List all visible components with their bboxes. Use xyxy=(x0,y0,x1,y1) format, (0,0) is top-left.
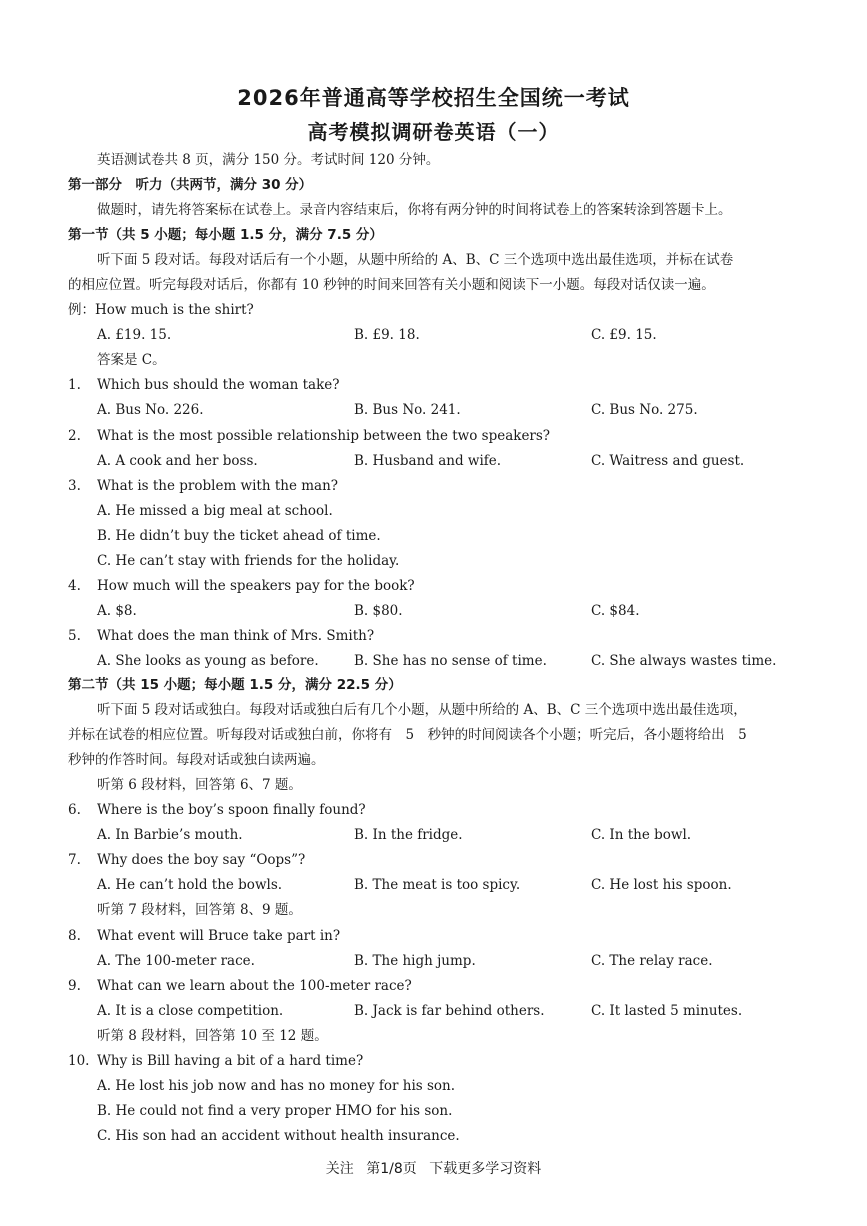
question-text: What does the man think of Mrs. Smith? xyxy=(97,628,375,644)
option-b: B. Jack is far behind others. xyxy=(354,1003,545,1019)
option-c: C. His son had an accident without health insurance. xyxy=(97,1128,460,1144)
question-number: 5. xyxy=(68,628,81,644)
exam-subtitle: 高考模拟调研卷英语（一） xyxy=(307,120,560,144)
option-b: B. He could not find a very proper HMO for his son. xyxy=(97,1103,453,1119)
example-answer: 答案是 C。 xyxy=(97,352,166,368)
option-c: C. He can’t stay with friends for the holiday. xyxy=(97,553,400,569)
option-a: A. It is a close competition. xyxy=(97,1003,284,1019)
example-question: 例：How much is the shirt? xyxy=(68,302,254,318)
option-b: B. $80. xyxy=(354,603,403,619)
example-option-c: C. £9. 15. xyxy=(591,327,657,343)
option-a: A. In Barbie’s mouth. xyxy=(97,827,243,843)
option-b: B. He didn’t buy the ticket ahead of time. xyxy=(97,528,381,544)
option-a: A. He can’t hold the bowls. xyxy=(97,877,283,893)
option-a: A. $8. xyxy=(97,603,137,619)
option-b: B. Husband and wife. xyxy=(354,453,502,469)
question-number: 9. xyxy=(68,978,81,994)
option-a: A. He lost his job now and has no money for his son. xyxy=(97,1078,456,1094)
download-link[interactable]: 下载更多学习资料 xyxy=(429,1161,542,1177)
option-b: B. Bus No. 241. xyxy=(354,402,461,418)
question-number: 8. xyxy=(68,928,81,944)
option-c: C. The relay race. xyxy=(591,953,713,969)
option-c: C. He lost his spoon. xyxy=(591,877,732,893)
section2-instruction-1: 听下面 5 段对话或独白。每段对话或独白后有几个小题，从题中所给的 A、B、C 三个选项中选出最佳选项， xyxy=(97,702,747,718)
section2-instruction-3: 秒钟的作答时间。每段对话或独白读两遍。 xyxy=(68,752,325,768)
exam-intro: 英语测试卷共 8 页，满分 150 分。考试时间 120 分钟。 xyxy=(97,152,440,168)
option-a: A. Bus No. 226. xyxy=(97,402,204,418)
question-number: 6. xyxy=(68,802,81,818)
section1-instruction-1: 听下面 5 段对话。每段对话后有一个小题，从题中所给的 A、B、C 三个选项中选出最佳选项，并标在试卷 xyxy=(97,252,734,268)
option-b: B. The meat is too spicy. xyxy=(354,877,521,893)
option-b: B. She has no sense of time. xyxy=(354,653,547,669)
page-indicator: 第1/8页 xyxy=(366,1161,417,1177)
material-8-note: 听第 8 段材料，回答第 10 至 12 题。 xyxy=(97,1028,328,1044)
option-c: C. $84. xyxy=(591,603,640,619)
question-text: Which bus should the woman take? xyxy=(97,377,340,393)
material-6-note: 听第 6 段材料，回答第 6、7 题。 xyxy=(97,777,302,793)
question-text: Why is Bill having a bit of a hard time? xyxy=(97,1053,364,1069)
option-c: C. It lasted 5 minutes. xyxy=(591,1003,743,1019)
part1-instruction: 做题时，请先将答案标在试卷上。录音内容结束后，你将有两分钟的时间将试卷上的答案转涂到答题卡上。 xyxy=(97,202,732,218)
option-a: A. He missed a big meal at school. xyxy=(97,503,333,519)
section2-heading: 第二节（共 15 小题；每小题 1.5 分，满分 22.5 分） xyxy=(68,677,402,693)
option-a: A. She looks as young as before. xyxy=(97,653,319,669)
question-text: Why does the boy say “Oops”? xyxy=(97,852,306,868)
question-number: 3. xyxy=(68,478,81,494)
question-number: 1. xyxy=(68,377,81,393)
follow-link[interactable]: 关注 xyxy=(325,1161,354,1177)
option-b: B. The high jump. xyxy=(354,953,476,969)
part1-heading: 第一部分 听力（共两节，满分 30 分） xyxy=(68,177,313,193)
question-text: Where is the boy’s spoon finally found? xyxy=(97,802,366,818)
example-option-b: B. £9. 18. xyxy=(354,327,420,343)
option-c: C. She always wastes time. xyxy=(591,653,777,669)
question-number: 7. xyxy=(68,852,81,868)
exam-title: 2026年普通高等学校招生全国统一考试 xyxy=(237,86,630,110)
section1-heading: 第一节（共 5 小题；每小题 1.5 分，满分 7.5 分） xyxy=(68,227,383,243)
question-text: What is the problem with the man? xyxy=(97,478,339,494)
question-text: What can we learn about the 100-meter race? xyxy=(97,978,412,994)
page-footer xyxy=(0,1158,867,1178)
question-text: How much will the speakers pay for the book? xyxy=(97,578,415,594)
option-c: C. In the bowl. xyxy=(591,827,692,843)
example-option-a: A. £19. 15. xyxy=(97,327,172,343)
question-number: 2. xyxy=(68,428,81,444)
option-b: B. In the fridge. xyxy=(354,827,463,843)
section1-instruction-2: 的相应位置。听完每段对话后，你都有 10 秒钟的时间来回答有关小题和阅读下一小题。每段对话仅读一遍。 xyxy=(68,277,715,293)
question-text: What is the most possible relationship between the two speakers? xyxy=(97,428,551,444)
question-number: 4. xyxy=(68,578,81,594)
question-text: What event will Bruce take part in? xyxy=(97,928,341,944)
question-number: 10. xyxy=(68,1053,90,1069)
option-a: A. A cook and her boss. xyxy=(97,453,258,469)
option-c: C. Bus No. 275. xyxy=(591,402,698,418)
material-7-note: 听第 7 段材料，回答第 8、9 题。 xyxy=(97,902,302,918)
section2-instruction-2: 并标在试卷的相应位置。听每段对话或独白前，你将有 5 秒钟的时间阅读各个小题；听完后，各小题将给出 5 xyxy=(68,727,747,743)
option-a: A. The 100-meter race. xyxy=(97,953,255,969)
option-c: C. Waitress and guest. xyxy=(591,453,745,469)
